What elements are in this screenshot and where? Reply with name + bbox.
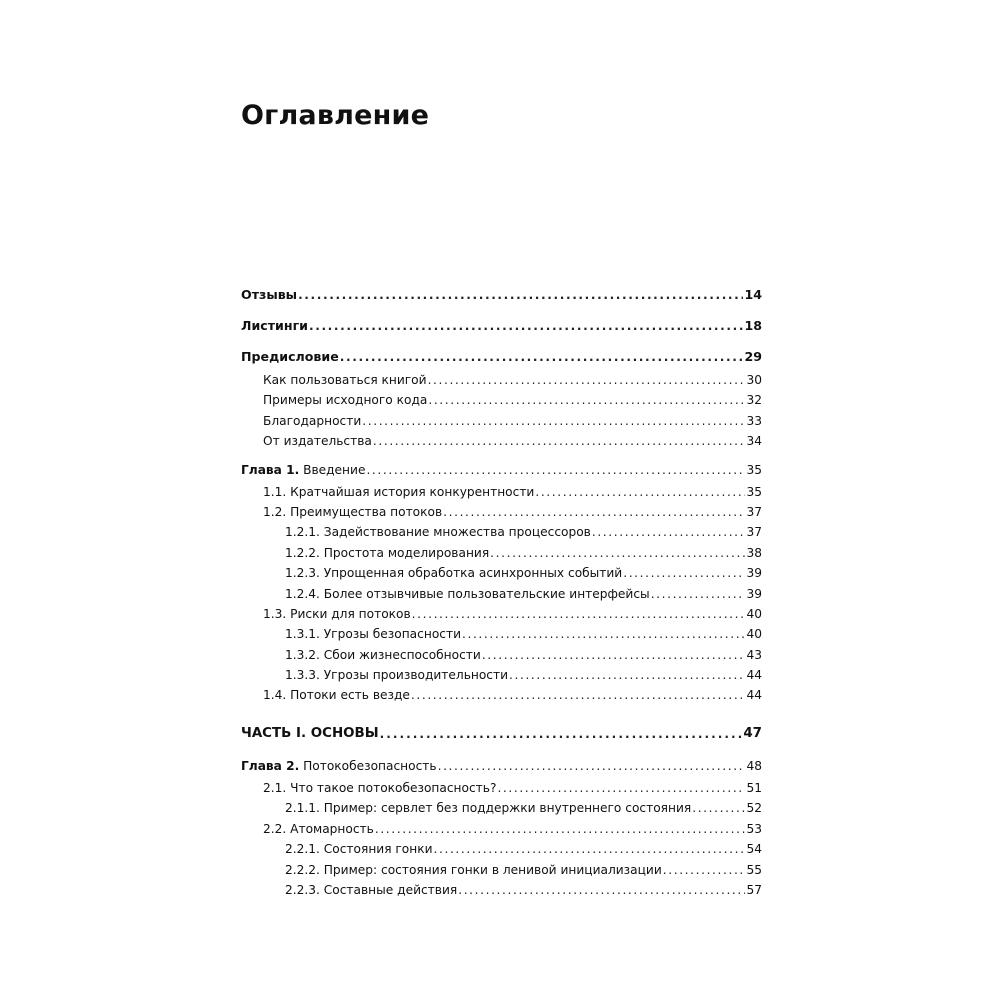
toc-entry-label: 1.2.3. Упрощенная обработка асинхронных событий	[285, 566, 623, 580]
toc-entry-label: 2.2.3. Составные действия	[285, 883, 458, 897]
toc-entry	[241, 838, 762, 856]
page-title: Оглавление	[241, 100, 430, 131]
toc-page-number: 51	[746, 781, 762, 795]
toc-leader-dots	[412, 607, 746, 621]
toc-entry-label: 1.2. Преимущества потоков	[263, 505, 443, 519]
toc-leader-dots	[458, 883, 745, 897]
toc-leader-dots	[298, 288, 743, 302]
toc-entry-label: От издательства	[263, 434, 372, 448]
toc-leader-dots	[692, 801, 745, 815]
toc-page-number: 44	[746, 688, 762, 702]
toc-entry	[241, 723, 762, 741]
toc-entry-label: Примеры исходного кода	[263, 393, 428, 407]
toc-leader-dots	[482, 648, 746, 662]
toc-entry-label: 2.1. Что такое потокобезопасность?	[263, 781, 497, 795]
toc-entry-label: 1.3.1. Угрозы безопасности	[285, 627, 461, 641]
toc-leader-dots	[462, 627, 745, 641]
toc-entry	[241, 542, 762, 560]
toc-entry	[241, 501, 762, 519]
toc-entry-label: 1.3.2. Сбои жизнеспособности	[285, 648, 481, 662]
toc-leader-dots	[592, 525, 746, 539]
toc-entry-label: ЧАСТЬ I. ОСНОВЫ	[241, 726, 379, 741]
toc-leader-dots	[362, 414, 745, 428]
toc-entry-label: 1.3. Риски для потоков	[263, 607, 411, 621]
toc-entry	[241, 664, 762, 682]
toc-page-number: 40	[746, 607, 762, 621]
toc-page-number: 35	[746, 485, 762, 499]
toc-entry	[241, 315, 762, 333]
toc-page-number: 37	[746, 525, 762, 539]
toc-entry	[241, 459, 762, 477]
toc-entry	[241, 644, 762, 662]
toc-leader-dots	[340, 350, 744, 364]
toc-page-number: 32	[746, 393, 762, 407]
toc-page-number: 29	[744, 349, 762, 364]
toc-entry-label: 1.2.1. Задействование множества процессоров	[285, 525, 591, 539]
toc-page-number: 39	[746, 587, 762, 601]
toc-entry	[241, 603, 762, 621]
toc-page-number: 35	[746, 463, 762, 477]
toc-page-number: 33	[746, 414, 762, 428]
toc-leader-dots	[535, 485, 745, 499]
toc-leader-dots	[373, 434, 746, 448]
toc-entry	[241, 430, 762, 448]
toc-leader-dots	[411, 688, 746, 702]
toc-entry-label: 2.2.1. Состояния гонки	[285, 842, 433, 856]
toc-entry	[241, 797, 762, 815]
toc-entry-label: 1.3.3. Угрозы производительности	[285, 668, 509, 682]
toc-entry	[241, 389, 762, 407]
toc-page-number: 54	[746, 842, 762, 856]
toc-page-number: 48	[746, 759, 762, 773]
toc-entry	[241, 755, 762, 773]
toc-entry-label: 2.1.1. Пример: сервлет без поддержки внутреннего состояния	[285, 801, 692, 815]
toc-page-number: 39	[746, 566, 762, 580]
toc-leader-dots	[623, 566, 745, 580]
toc-page-number: 53	[746, 822, 762, 836]
toc-page-number: 47	[743, 726, 762, 741]
toc-entry	[241, 879, 762, 897]
toc-entry	[241, 562, 762, 580]
toc-entry-label: 1.2.2. Простота моделирования	[285, 546, 490, 560]
toc-page-number: 52	[746, 801, 762, 815]
toc-entry	[241, 284, 762, 302]
toc-entry	[241, 521, 762, 539]
toc-leader-dots	[438, 759, 746, 773]
toc-leader-dots	[428, 393, 745, 407]
toc-leader-dots	[375, 822, 746, 836]
toc-leader-dots	[443, 505, 745, 519]
toc-page-number: 34	[746, 434, 762, 448]
toc-entry-label: Глава 1. Введение	[241, 463, 366, 477]
toc-entry-label: 1.2.4. Более отзывчивые пользовательские интерфейсы	[285, 587, 650, 601]
toc-entry	[241, 777, 762, 795]
toc-entry-label: Благодарности	[263, 414, 362, 428]
toc-leader-dots	[490, 546, 745, 560]
toc-entry-label: Как пользоваться книгой	[263, 373, 427, 387]
toc-entry	[241, 481, 762, 499]
toc-entry	[241, 410, 762, 428]
toc-leader-dots	[434, 842, 746, 856]
toc-entry-label: 2.2. Атомарность	[263, 822, 374, 836]
toc-page-number: 43	[746, 648, 762, 662]
toc-page-number: 14	[744, 287, 762, 302]
toc-page-number: 18	[744, 318, 762, 333]
toc-page-number: 57	[746, 883, 762, 897]
toc-page-number: 40	[746, 627, 762, 641]
toc-entry-label: 2.2.2. Пример: состояния гонки в ленивой инициализации	[285, 863, 662, 877]
toc-entry	[241, 859, 762, 877]
toc-page-number: 55	[746, 863, 762, 877]
toc-page-number: 38	[746, 546, 762, 560]
toc-entry	[241, 369, 762, 387]
toc-page-number: 37	[746, 505, 762, 519]
toc-entry-label: Предисловие	[241, 349, 339, 364]
toc-entry	[241, 346, 762, 364]
toc-leader-dots	[663, 863, 746, 877]
toc-entry-label: 1.1. Кратчайшая история конкурентности	[263, 485, 535, 499]
toc-entry	[241, 818, 762, 836]
toc-entry-label: Листинги	[241, 318, 308, 333]
toc-leader-dots	[497, 781, 745, 795]
toc-leader-dots	[509, 668, 745, 682]
toc-entry-label: 1.4. Потоки есть везде	[263, 688, 410, 702]
toc-page-number: 44	[746, 668, 762, 682]
toc-leader-dots	[380, 727, 743, 741]
toc-leader-dots	[366, 463, 745, 477]
toc-leader-dots	[428, 373, 746, 387]
toc-entry	[241, 684, 762, 702]
toc-page-number: 30	[746, 373, 762, 387]
toc-entry	[241, 623, 762, 641]
toc-entry-label: Глава 2. Потокобезопасность	[241, 759, 437, 773]
toc-entry	[241, 583, 762, 601]
toc-leader-dots	[651, 587, 746, 601]
toc-entry-label: Отзывы	[241, 287, 298, 302]
toc-leader-dots	[309, 319, 743, 333]
